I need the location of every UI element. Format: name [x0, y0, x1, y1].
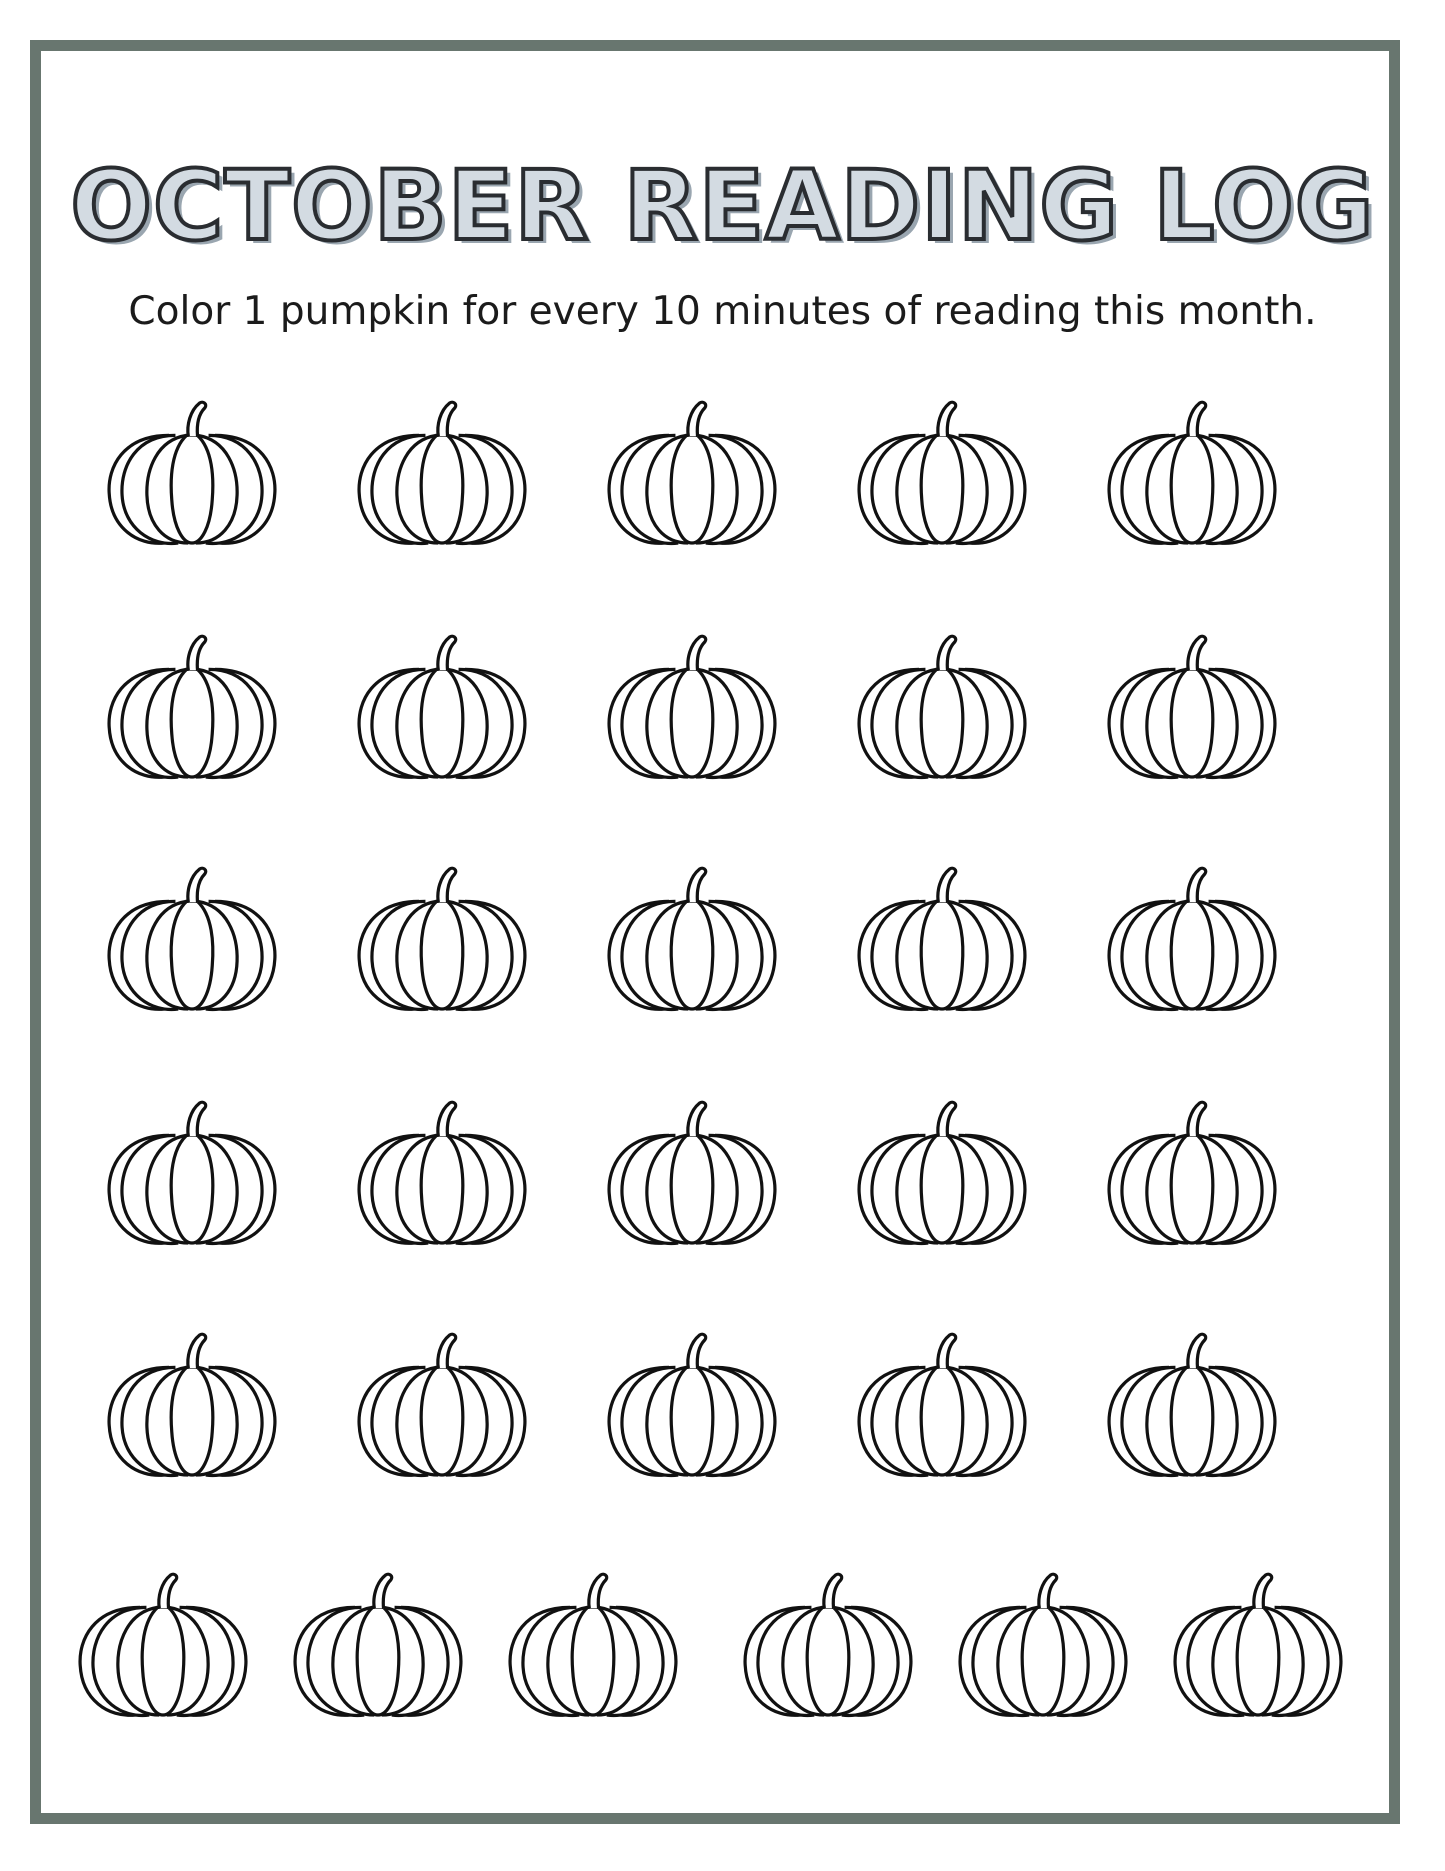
pumpkin-icon[interactable] — [1109, 868, 1275, 1009]
pumpkin-icon[interactable] — [359, 636, 525, 777]
pumpkin-icon[interactable] — [859, 868, 1025, 1009]
pumpkin-icon[interactable] — [510, 1574, 676, 1715]
pumpkin-icon[interactable] — [960, 1574, 1126, 1715]
pumpkin-icon[interactable] — [109, 402, 275, 543]
instructions-text: Color 1 pumpkin for every 10 minutes of reading this month. — [128, 289, 1317, 334]
pumpkin-icon[interactable] — [609, 636, 775, 777]
page-title: OCTOBER READING LOG — [70, 150, 1375, 262]
pumpkin-icon[interactable] — [359, 402, 525, 543]
pumpkin-icon[interactable] — [609, 402, 775, 543]
pumpkin-icon[interactable] — [609, 1334, 775, 1475]
pumpkin-icon[interactable] — [1175, 1574, 1341, 1715]
pumpkin-icon[interactable] — [1109, 636, 1275, 777]
pumpkin-icon[interactable] — [1109, 402, 1275, 543]
pumpkin-icon[interactable] — [1109, 1334, 1275, 1475]
pumpkin-icon[interactable] — [1109, 1102, 1275, 1243]
pumpkin-icon[interactable] — [859, 1102, 1025, 1243]
pumpkin-icon[interactable] — [80, 1574, 246, 1715]
pumpkin-icon[interactable] — [609, 868, 775, 1009]
pumpkin-icon[interactable] — [859, 402, 1025, 543]
pumpkin-icon[interactable] — [859, 1334, 1025, 1475]
pumpkin-icon[interactable] — [109, 636, 275, 777]
pumpkin-icon[interactable] — [295, 1574, 461, 1715]
pumpkin-icon[interactable] — [359, 1102, 525, 1243]
pumpkin-icon[interactable] — [859, 636, 1025, 777]
pumpkin-icon[interactable] — [109, 1102, 275, 1243]
pumpkin-icon[interactable] — [745, 1574, 911, 1715]
pumpkin-icon[interactable] — [109, 1334, 275, 1475]
pumpkin-icon[interactable] — [609, 1102, 775, 1243]
pumpkin-icon[interactable] — [109, 868, 275, 1009]
pumpkin-icon[interactable] — [359, 1334, 525, 1475]
pumpkin-icon[interactable] — [359, 868, 525, 1009]
